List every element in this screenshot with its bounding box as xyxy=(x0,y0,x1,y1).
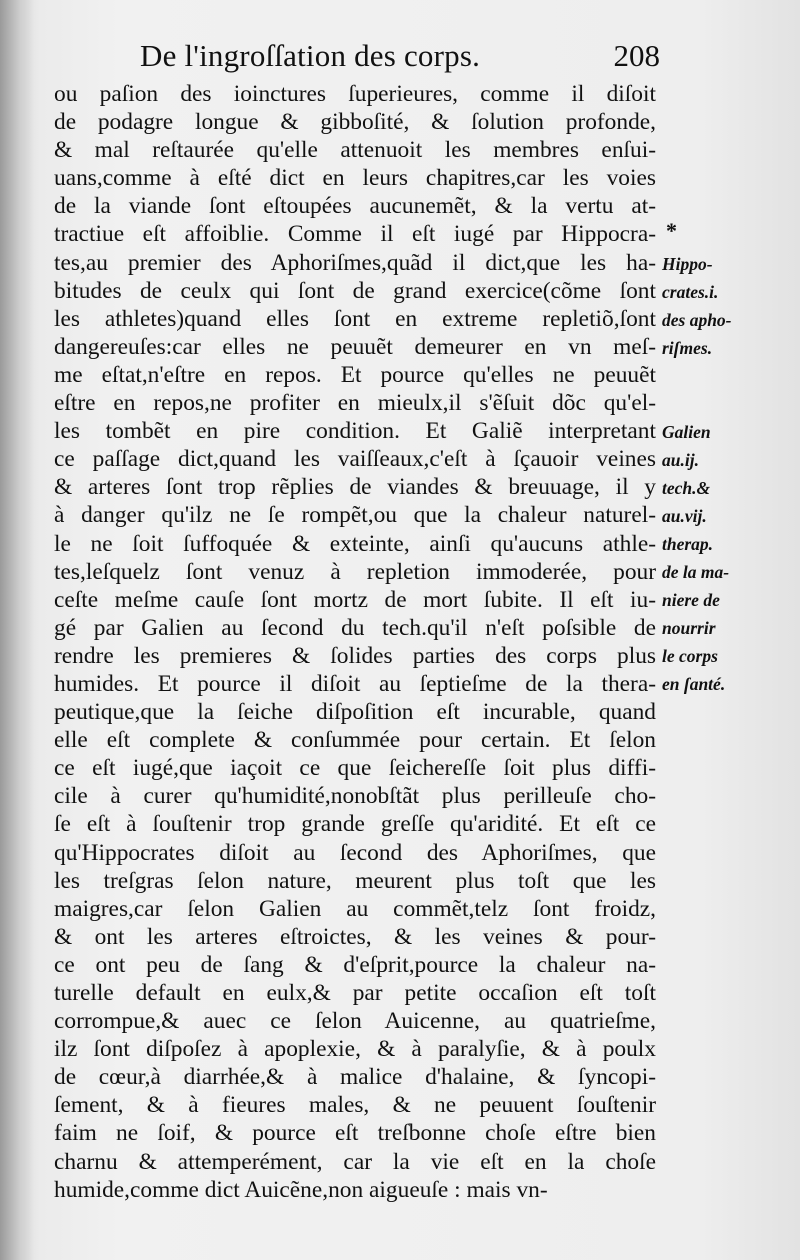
text-line: ce eſt iugé,que iaçoit ce que ſeichereſſe ſoit plus diffi- xyxy=(54,755,656,782)
margin-note-line: niere de xyxy=(662,590,720,610)
page-gutter-shadow xyxy=(0,0,34,1260)
body-text xyxy=(54,80,656,1204)
text-line: & ont les arteres eſtroictes, & les veines & pour- xyxy=(54,923,656,950)
text-line: ce ont peu de ſang & d'eſprit,pource la chaleur na- xyxy=(54,951,656,978)
text-line: & mal reſtaurée qu'elle attenuoit les membres enſui- xyxy=(54,137,656,164)
margin-note-line: au.ij. xyxy=(662,450,699,470)
running-title: De l'ingroſſation des corps. xyxy=(140,38,481,73)
text-line: tes,leſquelz ſont venuz à repletion immoderée, pour xyxy=(54,558,656,585)
text-line: les tombẽt en pire condition. Et Galiẽ interpretant xyxy=(54,418,656,445)
text-line: faim ne ſoif, & pource eſt treſbonne choſe eſtre bien xyxy=(54,1120,656,1147)
text-line: tractiue eſt affoiblie. Comme il eſt iugé par Hippocra- xyxy=(54,221,656,248)
page-header xyxy=(120,38,660,78)
text-line: qu'Hippocrates diſoit au ſecond des Aphoriſmes, que xyxy=(54,839,656,866)
text-line: eſtre en repos,ne profiter en mieulx,il s'ẽſuit dõc qu'el- xyxy=(54,390,656,417)
text-line: ſe eſt à ſouſtenir trop grande greſſe qu'aridité. Et eſt ce xyxy=(54,811,656,838)
text-line: les treſgras ſelon nature, meurent plus toſt que les xyxy=(54,867,656,894)
margin-note-line: des apho- xyxy=(662,310,732,330)
text-line: peutique,que la ſeiche diſpoſition eſt incurable, quand xyxy=(54,699,656,726)
margin-note-hippocrates xyxy=(662,250,792,362)
text-line: & arteres ſont trop rẽplies de viandes & breuuage, il y xyxy=(54,474,656,501)
text-line: ce paſſage dict,quand les vaiſſeaux,c'eſt à ſçauoir veines xyxy=(54,446,656,473)
text-line: de la viande ſont eſtoupées aucunemẽt, & la vertu at- xyxy=(54,193,656,220)
margin-note-line: le corps xyxy=(662,646,718,666)
text-line: humides. Et pource il diſoit au ſeptieſme de la thera- xyxy=(54,670,656,697)
margin-note-galien xyxy=(662,418,792,698)
text-line: de podagre longue & gibboſité, & ſolution profonde, xyxy=(54,109,656,136)
text-line: de cœur,à diarrhée,& à malice d'halaine, & ſyncopi- xyxy=(54,1064,656,1091)
text-line: elle eſt complete & conſummée pour certain. Et ſelon xyxy=(54,727,656,754)
text-line: corrompue,& auec ce ſelon Auicenne, au quatrieſme, xyxy=(54,1008,656,1035)
margin-note-line: de la ma- xyxy=(662,562,730,582)
text-line: dangereuſes:car elles ne peuuẽt demeurer en vn meſ- xyxy=(54,333,656,360)
margin-note-line: therap. xyxy=(662,534,714,554)
text-line: tes,au premier des Aphoriſmes,quãd il dict,que les ha- xyxy=(54,249,656,276)
text-line: rendre les premieres & ſolides parties des corps plus xyxy=(54,642,656,669)
text-line: le ne ſoit ſuffoquée & exteinte, ainſi qu'aucuns athle- xyxy=(54,530,656,557)
text-line: cile à curer qu'humidité,nonobſtãt plus perilleuſe cho- xyxy=(54,783,656,810)
margin-note-line: crates.i. xyxy=(662,282,719,302)
text-line: ilz ſont diſpoſez à apoplexie, & à paralyſie, & à poulx xyxy=(54,1036,656,1063)
margin-note-line: nourrir xyxy=(662,618,716,638)
text-line: humide,comme dict Auicẽne,non aigueuſe : mais vn- xyxy=(54,1176,548,1203)
text-line: bitudes de ceulx qui ſont de grand exercice(cõme ſont xyxy=(54,277,656,304)
text-line: les athletes)quand elles ſont en extreme repletiõ,ſont xyxy=(54,305,656,332)
margin-note-line: tech.& xyxy=(662,478,711,498)
margin-note-line: riſmes. xyxy=(662,338,713,358)
text-line: ou paſion des ioinctures ſuperieures, comme il diſoit xyxy=(54,81,656,107)
text-line: ſement, & à fieures males, & ne peuuent ſouſtenir xyxy=(54,1092,656,1119)
text-line: me eſtat,n'eſtre en repos. Et pource qu'elles ne peuuẽt xyxy=(54,361,656,388)
page-number: 208 xyxy=(613,38,660,73)
text-line: gé par Galien au ſecond du tech.qu'il n'eſt poſsible de xyxy=(54,614,656,641)
margin-note-line: au.vij. xyxy=(662,506,707,526)
text-line: ceſte meſme cauſe ſont mortz de mort ſubite. Il eſt iu- xyxy=(54,586,656,613)
margin-asterisk: * xyxy=(666,218,677,243)
margin-note-line: Hippo- xyxy=(662,254,713,274)
text-line: maigres,car ſelon Galien au commẽt,telz ſont froidz, xyxy=(54,895,656,922)
text-line: à danger qu'ilz ne ſe rompẽt,ou que la chaleur naturel- xyxy=(54,502,656,529)
text-line: turelle default en eulx,& par petite occaſion eſt toſt xyxy=(54,980,656,1006)
margin-note-line: en ſanté. xyxy=(662,674,726,694)
text-line: charnu & attemperément, car la vie eſt en la choſe xyxy=(54,1148,656,1175)
text-line: uans,comme à eſté dict en leurs chapitres,car les voies xyxy=(54,165,656,192)
margin-note-line: Galien xyxy=(662,422,711,442)
